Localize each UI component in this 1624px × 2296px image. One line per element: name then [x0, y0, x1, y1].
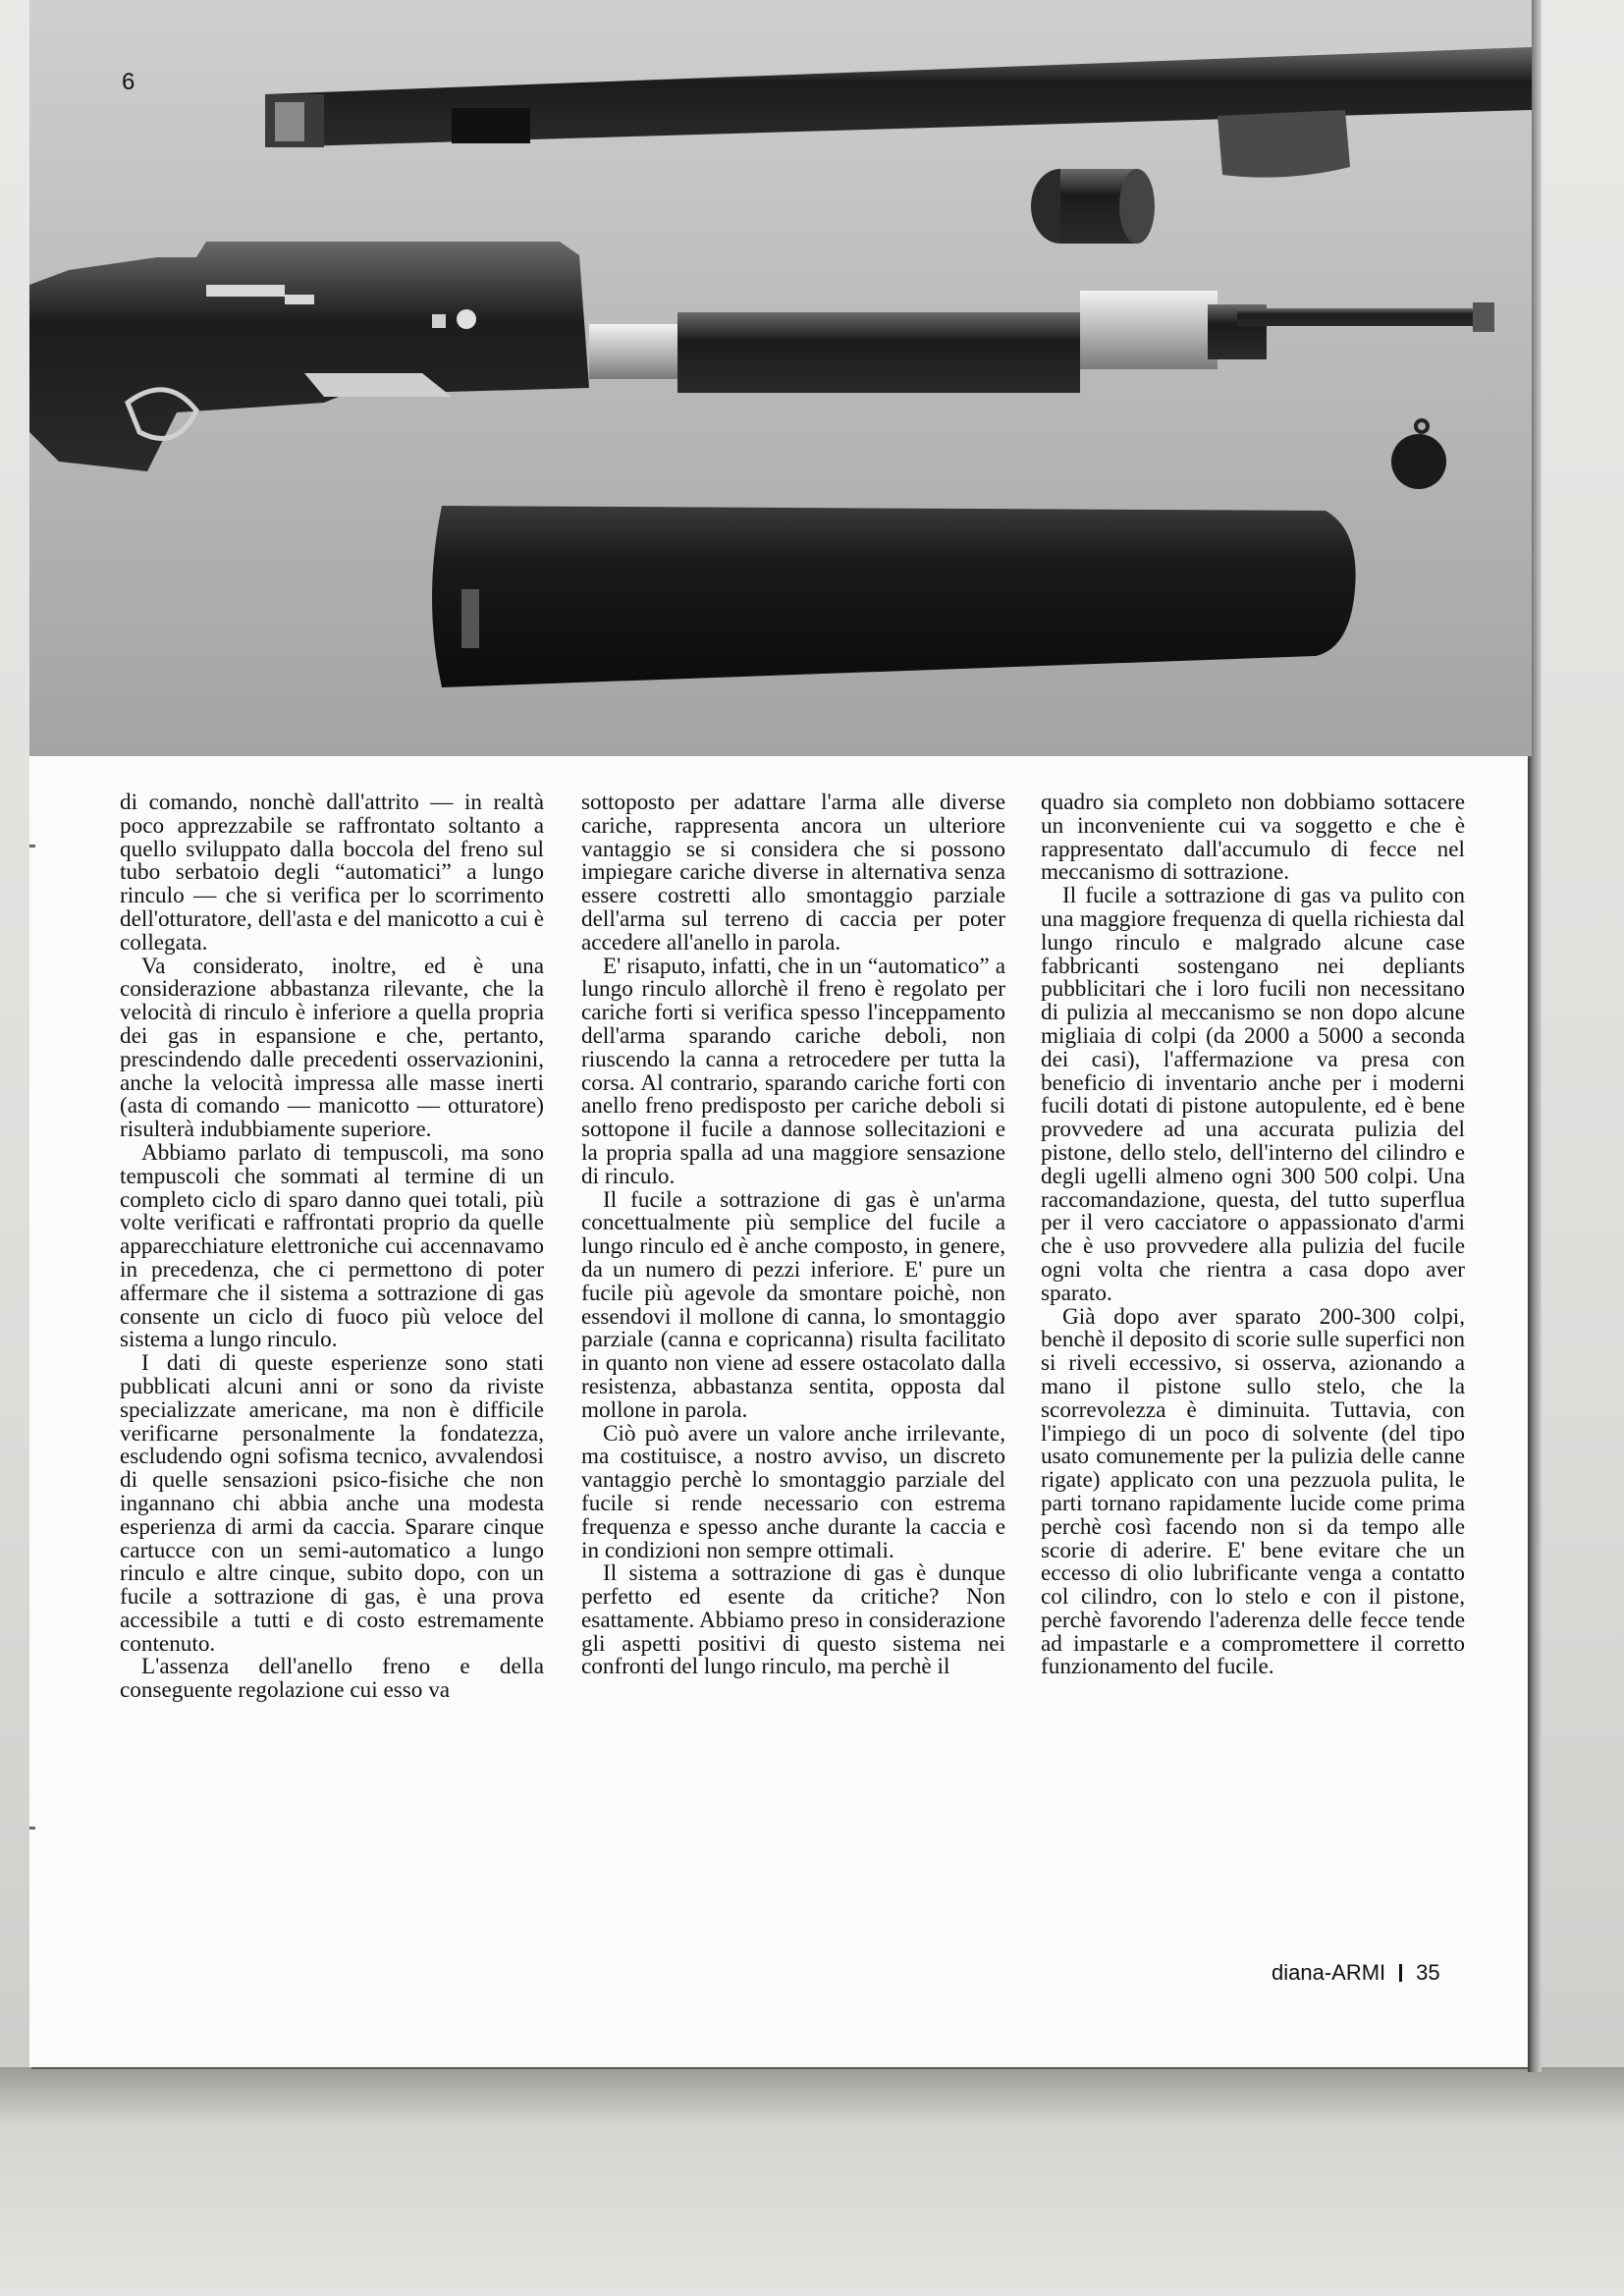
paragraph: di comando, nonchè dall'attrito — in realtà poco apprezzabile se raffrontato soltanto a quello sviluppato dalla boccola del freno sul tubo serbatoio degli “automatici” a lungo rinculo — che si verifica per lo scorrimento dell'otturatore, dell'asta e del manicotto a cui è collegata. [120, 790, 544, 956]
forend [432, 506, 1356, 687]
paragraph: sottoposto per adattare l'arma alle diverse cariche, rappresenta ancora un ulteriore vantaggio se si considera che si possono impiegare cariche diverse in alternativa senza essere costretti allo smontaggio parziale dell'arma sul terreno di caccia per poter accedere all'anello in parola. [581, 790, 1005, 956]
under-page-area [0, 2067, 1624, 2296]
gas-cylinder-nut [1031, 169, 1155, 244]
article-column-3 [1041, 792, 1465, 1679]
magazine-name: diana-ARMI [1272, 1960, 1386, 1985]
magazine-tube [589, 291, 1494, 393]
shotgun-parts-photo [29, 0, 1532, 756]
paragraph: L'assenza dell'anello freno e della conseguente regolazione cui esso va [120, 1654, 544, 1704]
paragraph: Abbiamo parlato di tempuscoli, ma sono tempuscoli che sommati al termine di un completo ciclo di sparo danno quei totali, più volte verificati e raffrontati proprio da quelle apparecchiature elettroniche cui accennavamo in precedenza, che ci permettono di poter affermare che il sistema a sottrazione di gas consente un ciclo di fuoco più veloce del sistema a lungo rinculo. [120, 1139, 544, 1353]
page-footer [1272, 1960, 1440, 1986]
paragraph: Il fucile a sottrazione di gas va pulito con una maggiore frequenza di quella richiesta dal lungo rinculo e malgrado alcune case fabbricanti sostengano nei depliants pubblicitari che i loro fucili non necessitano di pulizia al meccanismo se non dopo alcune migliaia di colpi (da 2000 a 5000 a seconda dei casi), l'affermazione va presa con beneficio di inventario anche per i moderni fucili dotati di pistone autopulente, ed è bene provvedere ad una accurata pulizia del pistone, dello stelo, dell'interno del cilindro e degli ugelli almeno ogni 300 500 colpi. Una raccomandazione, questa, del tutto superflua per il vero cacciatore o appassionato d'armi che è uso provvedere alla pulizia del fucile ogni volta che rientra a casa dopo aver sparato. [1041, 883, 1465, 1306]
article-column-1 [120, 792, 544, 1703]
paragraph: Già dopo aver sparato 200-300 colpi, benchè il deposito di scorie sulle superfici non si riveli eccessivo, si osserva, azionando a mano il pistone sullo stelo, che la scorrevolezza è diminuita. Tuttavia, con l'impiego di un poco di solvente (del tipo usato comunemente per la pulizia delle canne rigate) applicato con una pezzuola pulita, le parti tornano rapidamente lucide come prima perchè così facendo non si da tempo alle scorie di aderire. E' bene evitare che un eccesso di olio lubrificante venga a contatto col cilindro, con lo stelo e con il pistone, perchè favorendo l'aderenza delle fecce tende ad impastarle e a compromettere il corretto funzionamento del fucile. [1041, 1303, 1465, 1680]
paragraph: Il sistema a sottrazione di gas è dunque perfetto ed esente da critiche? Non esattamente. Abbiamo preso in considerazione gli aspetti positivi di questo sistema nei confronti del lungo rinculo, ma perchè il [581, 1560, 1005, 1680]
receiver [29, 242, 589, 471]
paragraph: Il fucile a sottrazione di gas è un'arma concettualmente più semplice del fucile a lungo rinculo ed è anche composto, in genere, da un numero di pezzi inferiore. E' pure un fucile più agevole da smontare poichè, non essendovi il mollone di canna, lo smontaggio parziale (canna e copricanna) risulta facilitato in quanto non viene ad essere ostacolato dalla resistenza, abbastanza sentita, opposta dal mollone in parola. [581, 1186, 1005, 1423]
shotgun-parts-illustration [29, 0, 1532, 756]
page-number: 6 [122, 69, 135, 95]
paragraph: E' risaputo, infatti, che in un “automatico” a lungo rinculo allorchè il freno è regolato per cariche forti si verifica spesso l'inceppamento dell'arma sparando cariche deboli, non riuscendo la canna a retrocedere per tutta la corsa. Al contrario, sparando cariche forti con anello freno predisposto per cariche deboli si sottopone il fucile a dannose sollecitazioni e la propria spalla ad una maggiore sensazione di rinculo. [581, 953, 1005, 1189]
magazine-cap [1391, 418, 1446, 489]
paragraph: quadro sia completo non dobbiamo sottacere un inconveniente cui va soggetto e che è rappresentato dall'accumulo di fecce nel meccanismo di sottrazione. [1041, 790, 1465, 886]
paragraph: I dati di queste esperienze sono stati pubblicati alcuni anni or sono da riviste specializzate americane, ma non è difficile verificarne personalmente la fondatezza, escludendo ogni sofisma tecnico, avvalendosi di quelle sensazioni psico-fisiche che non ingannano chi abbia anche una modesta esperienza di armi da caccia. Sparare cinque cartucce con un semi-automatico a lungo rinculo e altre cinque, subito dopo, con un fucile a sottrazione di gas, è una prova accessibile a tutti e di costo estremamente contenuto. [120, 1350, 544, 1657]
barrel [265, 47, 1532, 178]
binding-mark [29, 1827, 35, 1830]
article-column-2 [581, 792, 1005, 1679]
footer-separator [1399, 1964, 1402, 1982]
footer-page-number: 35 [1416, 1960, 1440, 1985]
paragraph: Va considerato, inoltre, ed è una considerazione abbastanza rilevante, che la velocità di rinculo è inferiore a quella propria dei gas in espansione e che, pertanto, prescindendo dalle precedenti osservazionini, anche la velocità impressa alle masse inerti (asta di comando — manicotto — otturatore) risulterà indubbiamente superiore. [120, 953, 544, 1143]
binding-mark [29, 845, 35, 847]
paragraph: Ciò può avere un valore anche irrilevante, ma costituisce, a nostro avviso, un discreto vantaggio perchè lo smontaggio parziale del fucile si rende necessario con estrema frequenza e spesso anche durante la caccia e in condizioni non sempre ottimali. [581, 1420, 1005, 1563]
